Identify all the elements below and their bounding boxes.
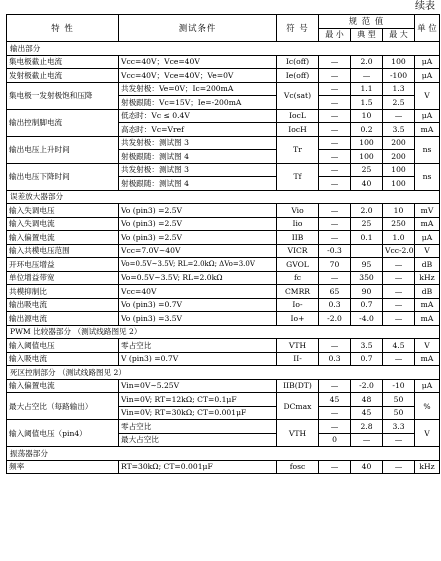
param-condition: 共发射极：Ve=0V；Ic=200mA [119, 82, 277, 96]
param-unit: mA [415, 298, 440, 312]
param-symbol: fc [277, 271, 319, 285]
param-symbol: Tf [277, 163, 319, 190]
param-max: — [383, 271, 415, 285]
param-typ: 90 [351, 285, 383, 299]
table-row [7, 339, 440, 353]
section-pwm-comparator: PWM 比较器部分 （测试线路图见 2） [7, 325, 440, 339]
table-row [7, 82, 440, 96]
col-header-min: 最 小 [319, 28, 351, 42]
param-min: 0.3 [319, 352, 351, 366]
param-unit: V [415, 82, 440, 109]
param-max: 2.5 [383, 96, 415, 110]
param-symbol: DCmax [277, 393, 319, 420]
param-typ: 45 [351, 406, 383, 420]
param-min: — [319, 96, 351, 110]
param-max: Vcc-2.0 [383, 244, 415, 258]
continued-label: 续表 [415, 1, 435, 12]
param-name: 单位增益带宽 [7, 271, 119, 285]
param-symbol: IocL [277, 109, 319, 123]
param-typ: — [351, 69, 383, 83]
param-min: — [319, 231, 351, 245]
param-min: — [319, 136, 351, 150]
param-unit: μA [415, 109, 440, 123]
param-condition: 射极跟随：测试图 4 [119, 177, 277, 191]
param-unit: % [415, 393, 440, 420]
table-row [7, 244, 440, 258]
param-name: 输出吸电流 [7, 298, 119, 312]
param-max: 1.3 [383, 82, 415, 96]
param-typ: -4.0 [351, 312, 383, 326]
col-header-spec: 规 范 值 [319, 15, 415, 29]
param-max: — [383, 352, 415, 366]
param-min: 65 [319, 285, 351, 299]
param-min: — [319, 163, 351, 177]
param-name: 输入偏置电流 [7, 379, 119, 393]
param-typ: 25 [351, 217, 383, 231]
param-name: 输入共模电压范围 [7, 244, 119, 258]
param-min: 0 [319, 433, 351, 447]
param-condition: Vin=0V; RT=30kΩ; CT=0.001μF [119, 406, 277, 420]
param-unit: V [415, 420, 440, 447]
param-typ: 3.5 [351, 339, 383, 353]
param-min: — [319, 69, 351, 83]
param-min: — [319, 82, 351, 96]
param-min: 0.3 [319, 298, 351, 312]
param-symbol: CMRR [277, 285, 319, 299]
param-max: 3.3 [383, 420, 415, 434]
param-max: 4.5 [383, 339, 415, 353]
param-max: 100 [383, 177, 415, 191]
param-typ: 2.0 [351, 204, 383, 218]
param-name: 输入失调电压 [7, 204, 119, 218]
param-condition: 共发射极：测试图 3 [119, 163, 277, 177]
param-min: — [319, 150, 351, 164]
table-row [7, 271, 440, 285]
table-row [7, 163, 440, 177]
param-min: — [319, 177, 351, 191]
param-typ: 40 [351, 460, 383, 474]
param-unit: μA [415, 379, 440, 393]
param-max: 250 [383, 217, 415, 231]
param-symbol: Io- [277, 298, 319, 312]
param-typ: 40 [351, 177, 383, 191]
param-unit: ns [415, 163, 440, 190]
table-row [7, 393, 440, 407]
param-condition: Vo=0.5V~3.5V; RL=2.0kΩ; ΔVo=3.0V [119, 258, 277, 272]
param-symbol: IIB(DT) [277, 379, 319, 393]
param-max: 3.5 [383, 123, 415, 137]
param-symbol: IocH [277, 123, 319, 137]
param-min: — [319, 271, 351, 285]
param-min: — [319, 55, 351, 69]
param-name: 输入失调电流 [7, 217, 119, 231]
param-unit: μA [415, 69, 440, 83]
param-symbol: Io+ [277, 312, 319, 326]
param-unit: mA [415, 352, 440, 366]
param-min: — [319, 406, 351, 420]
table-row [7, 136, 440, 150]
param-max: 100 [383, 163, 415, 177]
param-unit: V [415, 339, 440, 353]
table-row [7, 69, 440, 83]
param-max: — [383, 312, 415, 326]
param-unit: mA [415, 312, 440, 326]
table-row [7, 55, 440, 69]
param-condition: 低态时：Vc ≤ 0.4V [119, 109, 277, 123]
table-row [7, 217, 440, 231]
param-max: 50 [383, 406, 415, 420]
param-symbol: II- [277, 352, 319, 366]
param-name: 输入阈值电压（pin4） [7, 420, 119, 447]
param-min: -2.0 [319, 312, 351, 326]
param-name: 输出电压下降时间 [7, 163, 119, 190]
table-row [7, 312, 440, 326]
param-name: 输入偏置电流 [7, 231, 119, 245]
table-row [7, 204, 440, 218]
param-symbol: VTH [277, 420, 319, 447]
param-name: 输出源电流 [7, 312, 119, 326]
param-name: 集电极截止电流 [7, 55, 119, 69]
param-name: 输入吸电流 [7, 352, 119, 366]
param-max: 200 [383, 136, 415, 150]
table-row [7, 298, 440, 312]
param-symbol: IIB [277, 231, 319, 245]
param-condition: 共发射极：测试图 3 [119, 136, 277, 150]
param-unit: μA [415, 231, 440, 245]
param-min: -0.3 [319, 244, 351, 258]
param-unit: mV [415, 204, 440, 218]
param-min: — [319, 379, 351, 393]
param-min: — [319, 123, 351, 137]
param-name: 输出控制脚电流 [7, 109, 119, 136]
param-symbol: Ie(off) [277, 69, 319, 83]
param-typ: 95 [351, 258, 383, 272]
param-min: — [319, 420, 351, 434]
param-condition: Vo (pin3) =0.7V [119, 298, 277, 312]
param-symbol: Vio [277, 204, 319, 218]
table-row [7, 231, 440, 245]
param-max: -100 [383, 69, 415, 83]
param-max: 10 [383, 204, 415, 218]
param-typ: 0.7 [351, 352, 383, 366]
col-header-unit: 单 位 [415, 15, 440, 42]
param-symbol: VTH [277, 339, 319, 353]
param-max: — [383, 460, 415, 474]
param-max: 50 [383, 393, 415, 407]
param-typ [351, 244, 383, 258]
param-typ: 2.0 [351, 55, 383, 69]
param-typ: 350 [351, 271, 383, 285]
param-condition: Vo (pin3) =2.5V [119, 204, 277, 218]
param-symbol: fosc [277, 460, 319, 474]
param-min: 45 [319, 393, 351, 407]
param-name: 最大占空比（每路输出） [7, 393, 119, 420]
table-row [7, 379, 440, 393]
table-row [7, 109, 440, 123]
param-typ: 1.5 [351, 96, 383, 110]
param-name: 频率 [7, 460, 119, 474]
param-symbol: Ic(off) [277, 55, 319, 69]
param-typ: 1.1 [351, 82, 383, 96]
section-output: 输出部分 [7, 42, 440, 56]
param-condition: Vin=0V; RT=12kΩ; CT=0.1μF [119, 393, 277, 407]
param-min: — [319, 217, 351, 231]
param-symbol: Vc(sat) [277, 82, 319, 109]
param-condition: Vo (pin3) =2.5V [119, 217, 277, 231]
param-typ: 10 [351, 109, 383, 123]
table-row [7, 460, 440, 474]
param-min: — [319, 109, 351, 123]
table-row [7, 352, 440, 366]
param-condition: Vo=0.5V~3.5V; RL=2.0kΩ [119, 271, 277, 285]
param-typ: 0.2 [351, 123, 383, 137]
param-name: 共模抑制比 [7, 285, 119, 299]
param-max: 200 [383, 150, 415, 164]
param-min: — [319, 204, 351, 218]
param-min: — [319, 339, 351, 353]
param-condition: 高态时：Vc=Vref [119, 123, 277, 137]
param-condition: Vcc=40V；Vce=40V；Ve=0V [119, 69, 277, 83]
param-symbol: GVOL [277, 258, 319, 272]
param-typ: 0.7 [351, 298, 383, 312]
param-name: 输出电压上升时间 [7, 136, 119, 163]
param-unit: kHz [415, 271, 440, 285]
param-unit: μA [415, 55, 440, 69]
param-typ: 25 [351, 163, 383, 177]
param-condition: 零占空比 [119, 420, 277, 434]
param-condition: Vcc=7.0V~40V [119, 244, 277, 258]
param-unit: mA [415, 123, 440, 137]
param-unit: mA [415, 217, 440, 231]
table-row [7, 420, 440, 434]
param-typ: 100 [351, 150, 383, 164]
col-header-condition: 测试条件 [119, 15, 277, 42]
param-condition: 最大占空比 [119, 433, 277, 447]
param-typ: -2.0 [351, 379, 383, 393]
param-unit: V [415, 244, 440, 258]
param-name: 发射极截止电流 [7, 69, 119, 83]
table-row [7, 285, 440, 299]
param-min: 70 [319, 258, 351, 272]
section-error-amplifier: 误差放大器部分 [7, 190, 440, 204]
param-typ: — [351, 433, 383, 447]
param-max: 100 [383, 55, 415, 69]
param-unit: ns [415, 136, 440, 163]
param-max: — [383, 109, 415, 123]
col-header-symbol: 符 号 [277, 15, 319, 42]
param-min: — [319, 460, 351, 474]
section-oscillator: 振荡器部分 [7, 447, 440, 461]
col-header-typ: 典 型 [351, 28, 383, 42]
table-row [7, 258, 440, 272]
param-symbol: Tr [277, 136, 319, 163]
param-condition: 射极跟随：Vc=15V；Ie=-200mA [119, 96, 277, 110]
param-max: — [383, 298, 415, 312]
param-max: 1.0 [383, 231, 415, 245]
param-condition: Vcc=40V；Vce=40V [119, 55, 277, 69]
param-condition: RT=30kΩ; CT=0.001μF [119, 460, 277, 474]
param-name: 开环电压增益 [7, 258, 119, 272]
param-condition: Vo (pin3) =3.5V [119, 312, 277, 326]
spec-table [6, 14, 440, 474]
param-max: — [383, 258, 415, 272]
param-unit: kHz [415, 460, 440, 474]
param-condition: Vo (pin3) =2.5V [119, 231, 277, 245]
param-unit: dB [415, 258, 440, 272]
section-dead-time: 死区控制部分 （测试线路图见 2） [7, 366, 440, 380]
param-condition: 零占空比 [119, 339, 277, 353]
param-typ: 0.1 [351, 231, 383, 245]
param-name: 集电极一发射极饱和压降 [7, 82, 119, 109]
col-header-max: 最 大 [383, 28, 415, 42]
param-condition: 射极跟随：测试图 4 [119, 150, 277, 164]
param-max: — [383, 433, 415, 447]
param-max: — [383, 285, 415, 299]
param-condition: Vin=0V~5.25V [119, 379, 277, 393]
param-condition: V (pin3) =0.7V [119, 352, 277, 366]
col-header-characteristic: 特 性 [7, 15, 119, 42]
param-symbol: Iio [277, 217, 319, 231]
param-typ: 2.8 [351, 420, 383, 434]
param-symbol: VICR [277, 244, 319, 258]
param-max: -10 [383, 379, 415, 393]
param-typ: 48 [351, 393, 383, 407]
param-name: 输入阈值电压 [7, 339, 119, 353]
param-condition: Vcc=40V [119, 285, 277, 299]
param-unit: dB [415, 285, 440, 299]
param-typ: 100 [351, 136, 383, 150]
